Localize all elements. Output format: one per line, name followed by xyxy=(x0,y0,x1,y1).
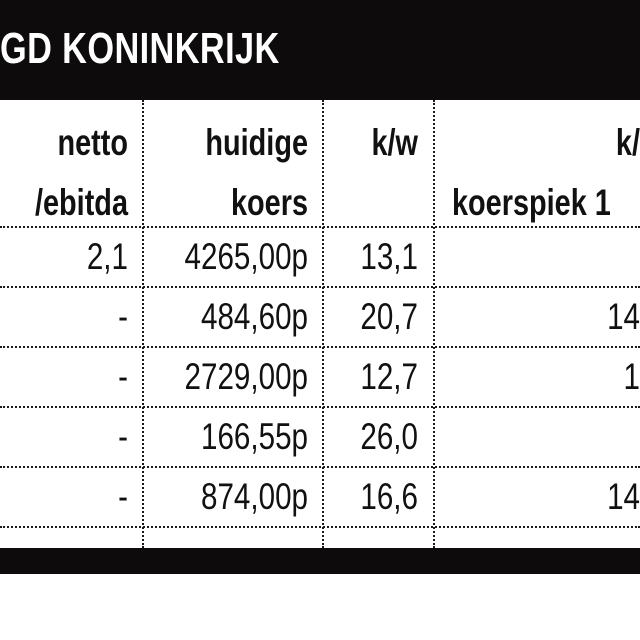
col-header-koerspiek-line2: koerspiek 1 xyxy=(452,182,611,223)
cell-kw: 12,7 xyxy=(360,356,418,397)
col-header-koers-line2: koers xyxy=(230,182,308,223)
cell-koers: 2729,00p xyxy=(184,356,308,397)
cell-koers: 4265,00p xyxy=(184,236,308,277)
cell-netto-ebitda: - xyxy=(118,416,128,457)
cell-koers: 166,55p xyxy=(201,416,308,457)
cell-kw: 16,6 xyxy=(360,476,418,517)
cell-netto-ebitda: 2,1 xyxy=(86,236,128,277)
column-divider xyxy=(433,100,435,548)
header-band xyxy=(0,0,640,100)
col-header-koers-line1: huidige xyxy=(205,122,308,163)
cell-koerspiek: 14 xyxy=(607,296,640,337)
cell-kw: 20,7 xyxy=(360,296,418,337)
cell-netto-ebitda: - xyxy=(118,356,128,397)
data-table xyxy=(0,100,640,548)
cell-koers: 484,60p xyxy=(201,296,308,337)
col-header-netto-line2: /ebitda xyxy=(34,182,129,223)
cell-kw: 26,0 xyxy=(360,416,418,457)
footer-band xyxy=(0,548,640,574)
cell-netto-ebitda: - xyxy=(118,296,128,337)
column-divider xyxy=(322,100,324,548)
col-header-koerspiek-line1: k/ xyxy=(615,122,640,163)
table-title: GD KONINKRIJK xyxy=(0,24,280,73)
cell-kw: 13,1 xyxy=(360,236,418,277)
cell-koerspiek: 14 xyxy=(607,476,640,517)
column-divider xyxy=(142,100,144,548)
col-header-netto-line1: netto xyxy=(57,122,128,163)
cell-koers: 874,00p xyxy=(201,476,308,517)
col-header-kw: k/w xyxy=(371,122,418,163)
cell-koerspiek: 1 xyxy=(623,356,640,397)
cell-netto-ebitda: - xyxy=(118,476,128,517)
